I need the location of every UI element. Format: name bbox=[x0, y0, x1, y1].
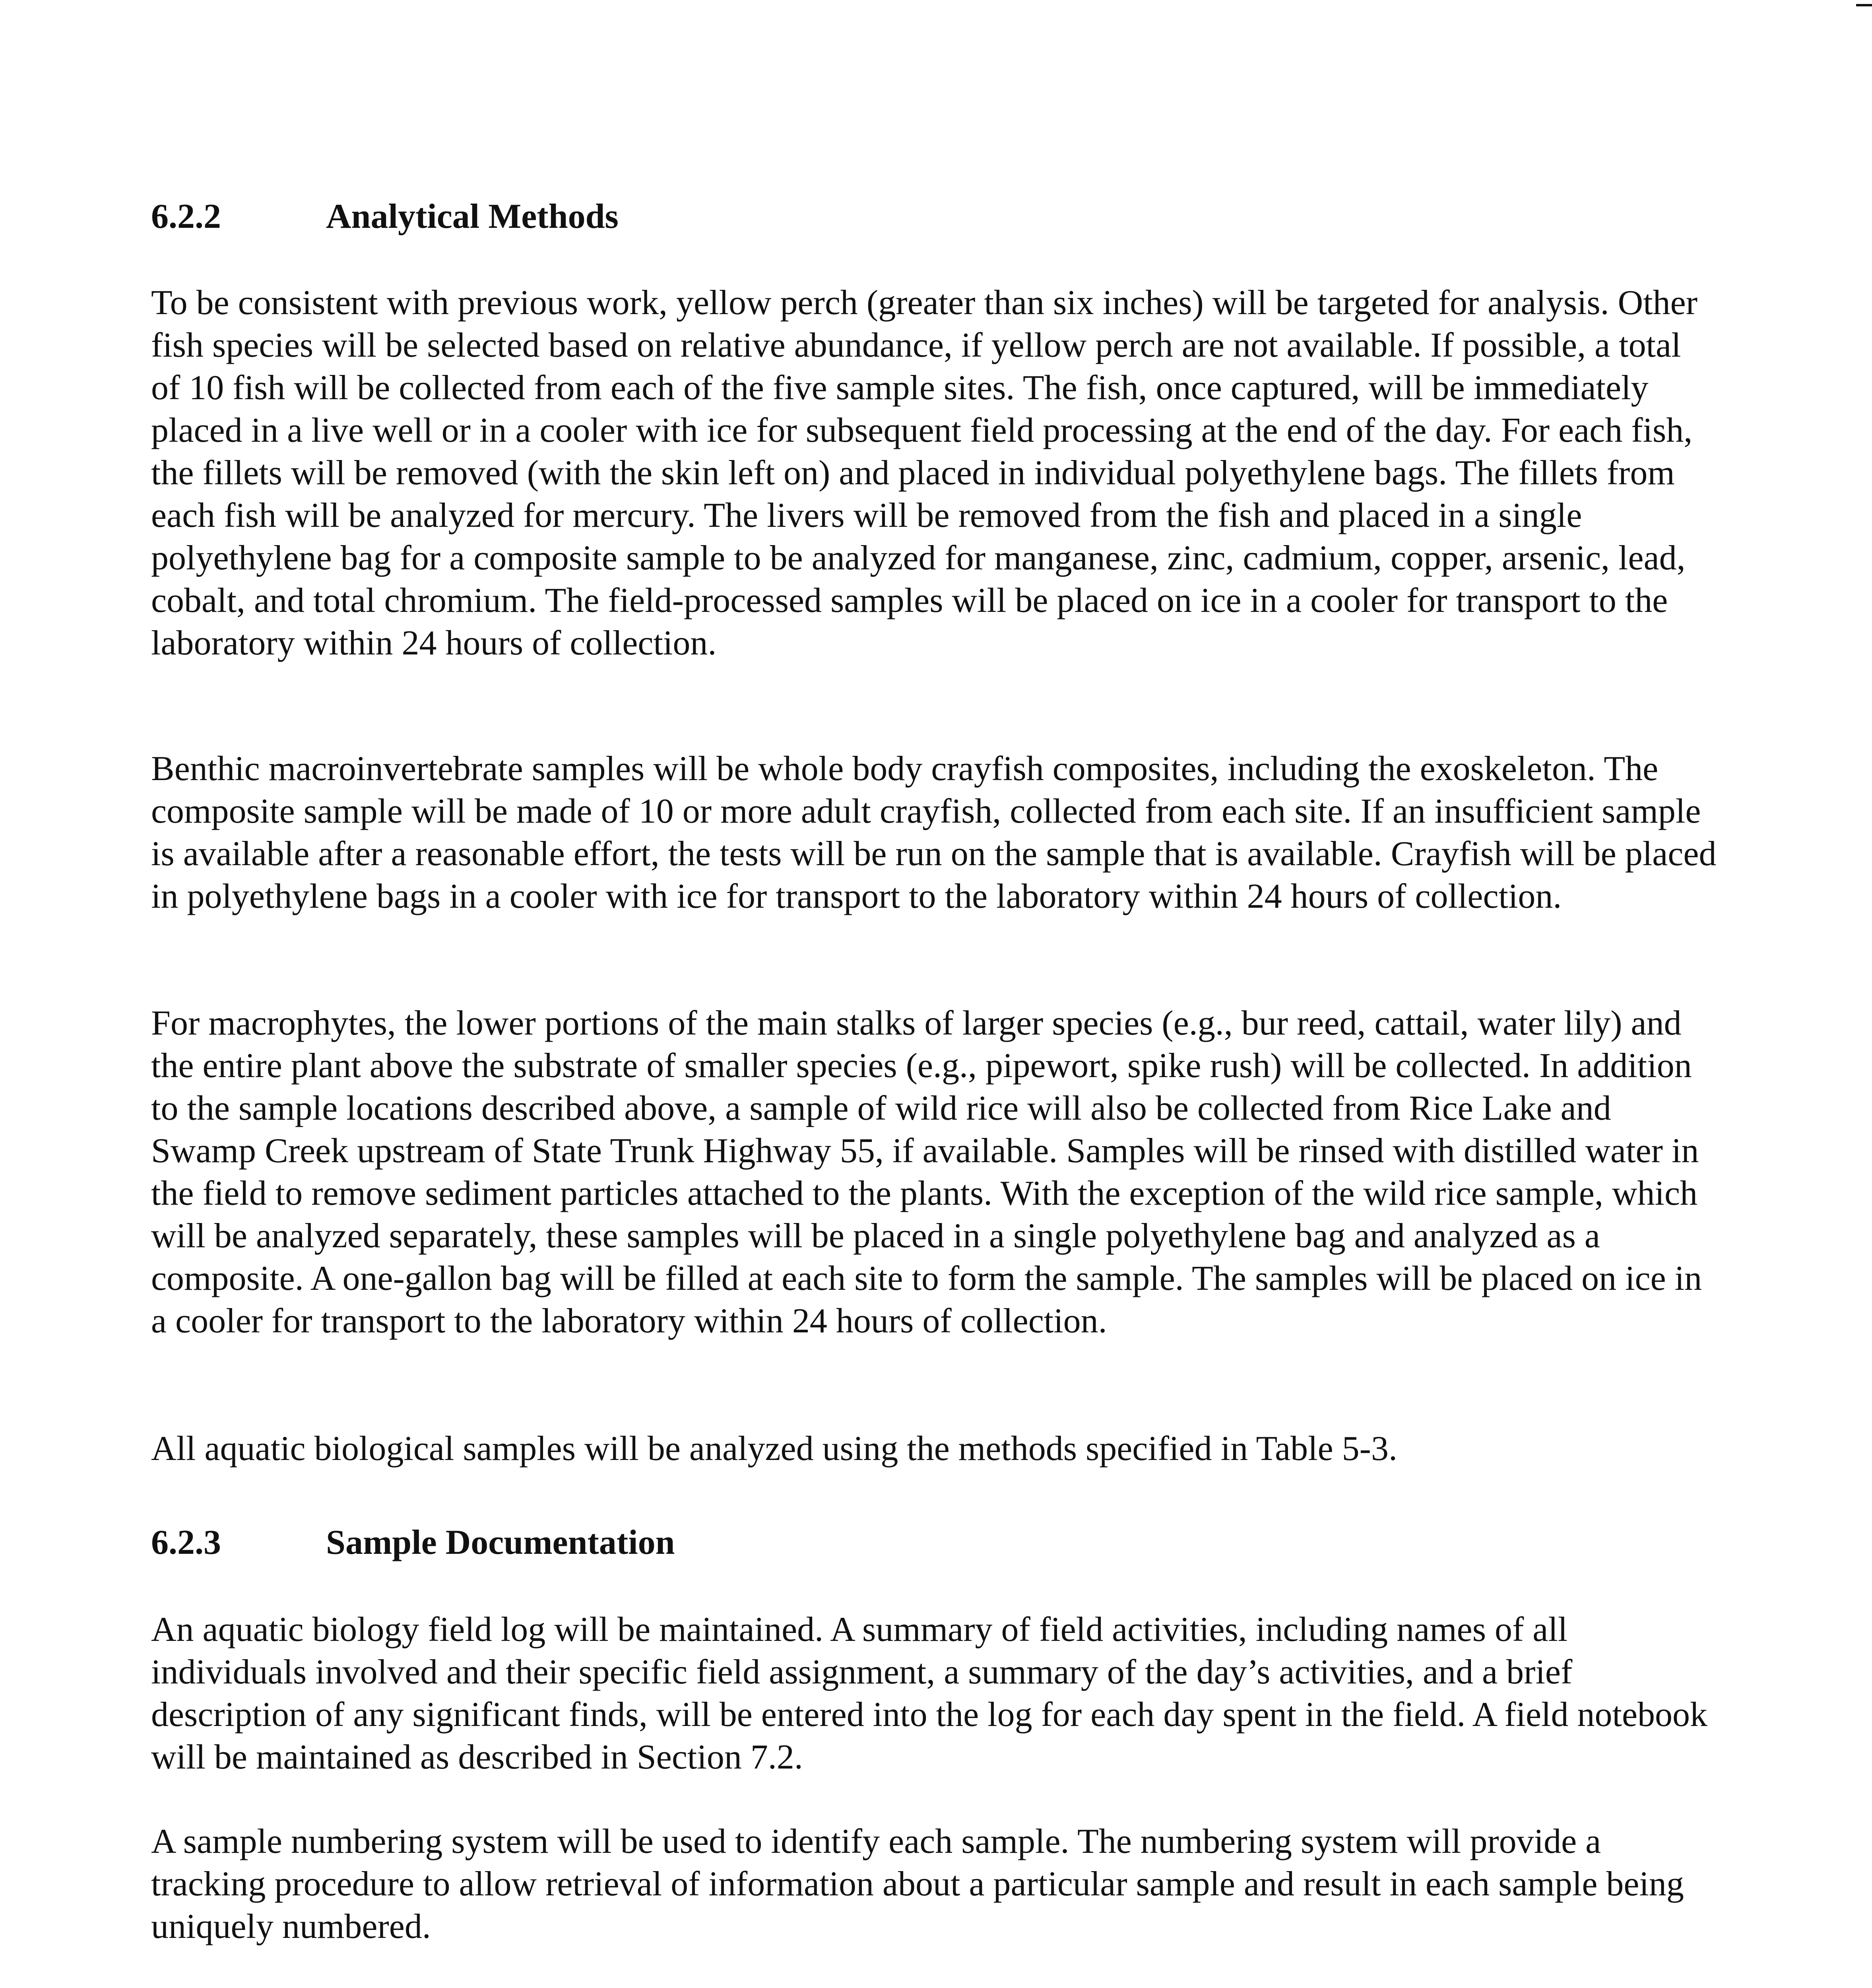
section-heading-6-2-3 bbox=[151, 1523, 675, 1563]
paragraph-field-log: An aquatic biology field log will be maintained. A summary of field activities, including names of all individuals involved and their specific field assignment, a summary of the day’s activities, and a brief description of any significant finds, will be entered into the log for each day spent in the field. A field notebook will be maintained as described in Section 7.2. bbox=[151, 1610, 1708, 1776]
section-title: Analytical Methods bbox=[326, 197, 619, 236]
section-title: Sample Documentation bbox=[326, 1523, 675, 1562]
paragraph-analytical-fish: To be consistent with previous work, yellow perch (greater than six inches) will be targeted for analysis. Other fish species will be selected based on relative abundance, if yellow perch are not available. If possible, a total of 10 fish will be collected from each of the five sample sites. The fish, once captured, will be immediately placed in a live well or in a cooler with ice for subsequent field processing at the end of the day. For each fish, the fillets will be removed (with the skin left on) and placed in individual polyethylene bags. The fillets from each fish will be analyzed for mercury. The livers will be removed from the fish and placed in a single polyethylene bag for a composite sample to be analyzed for manganese, zinc, cadmium, copper, arsenic, lead, cobalt, and total chromium. The field-processed samples will be placed on ice in a cooler for transport to the laboratory within 24 hours of collection. bbox=[151, 283, 1698, 662]
paragraph-numbering-system: A sample numbering system will be used to identify each sample. The numbering system will provide a tracking procedure to allow retrieval of information about a particular sample and result in each sample being uniquely numbered. bbox=[151, 1822, 1684, 1946]
scan-corner-mark bbox=[1856, 4, 1872, 6]
section-number: 6.2.2 bbox=[151, 197, 221, 236]
paragraph-benthic-macroinvertebrates: Benthic macroinvertebrate samples will be whole body crayfish composites, including the exoskeleton. The composite sample will be made of 10 or more adult crayfish, collected from each site. If an insufficient sample is available after a reasonable effort, the tests will be run on the sample that is available. Crayfish will be placed in polyethylene bags in a cooler with ice for transport to the laboratory within 24 hours of collection. bbox=[151, 749, 1717, 916]
section-number: 6.2.3 bbox=[151, 1523, 221, 1562]
section-heading-6-2-2 bbox=[151, 197, 619, 237]
paragraph-macrophytes: For macrophytes, the lower portions of the main stalks of larger species (e.g., bur reed, cattail, water lily) and the entire plant above the substrate of smaller species (e.g., pipewort, spike rush) will be collected. In addition to the sample locations described above, a sample of wild rice will also be collected from Rice Lake and Swamp Creek upstream of State Trunk Highway 55, if available. Samples will be rinsed with distilled water in the field to remove sediment particles attached to the plants. With the exception of the wild rice sample, which will be analyzed separately, these samples will be placed in a single polyethylene bag and analyzed as a composite. A one-gallon bag will be filled at each site to form the sample. The samples will be placed on ice in a cooler for transport to the laboratory within 24 hours of collection. bbox=[151, 1004, 1702, 1340]
paragraph-analysis-methods: All aquatic biological samples will be analyzed using the methods specified in Table 5-3. bbox=[151, 1429, 1397, 1468]
